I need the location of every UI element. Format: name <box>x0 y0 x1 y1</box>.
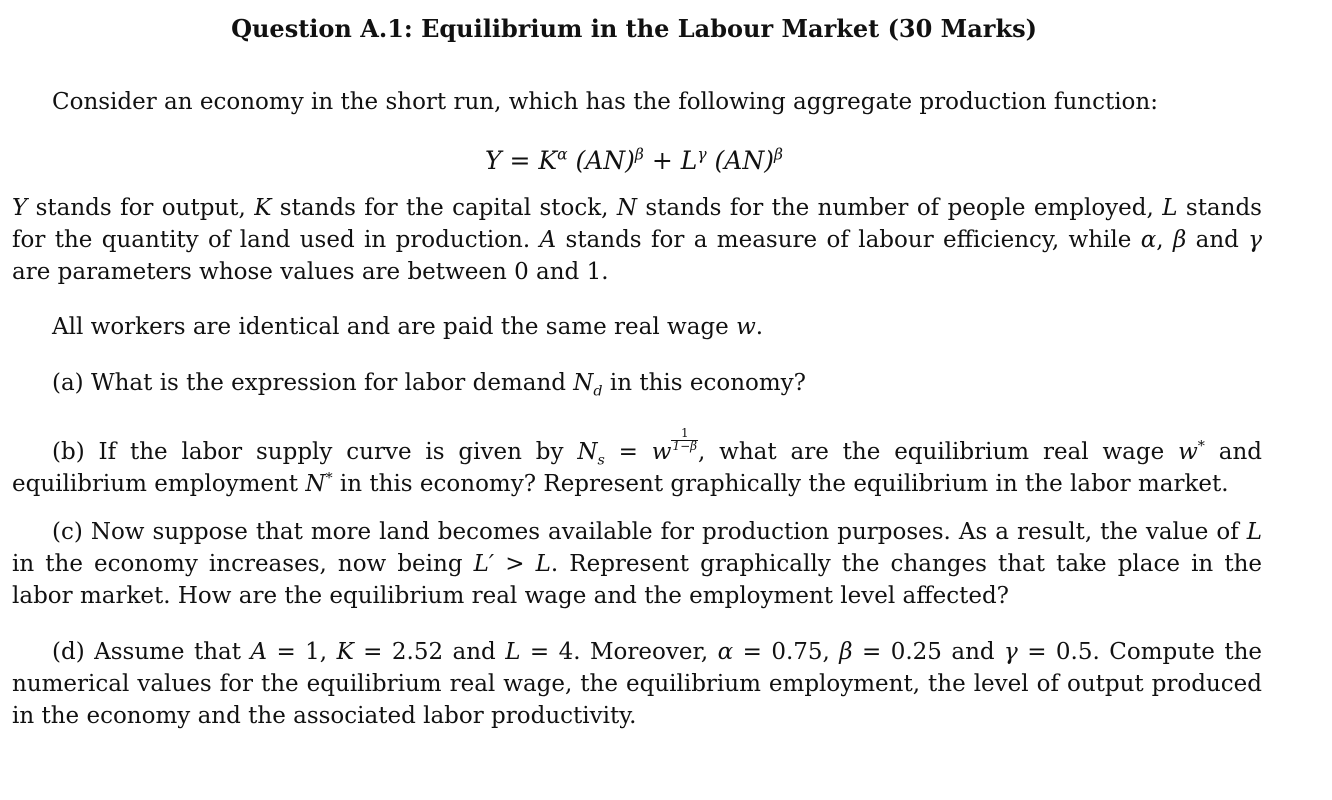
part-d-value-4: = 0.75, <box>733 639 840 665</box>
part-d-text-1: (d) Assume that <box>52 639 251 665</box>
formula-gamma: γ <box>697 145 707 164</box>
workers-paragraph <box>12 311 1262 343</box>
def-k: K <box>254 195 272 221</box>
part-b-text-3: and equilibrium employment <box>12 438 1262 497</box>
def-alpha: α <box>1140 227 1157 253</box>
definitions-paragraph <box>12 192 1262 288</box>
part-a-paragraph <box>12 367 1262 399</box>
part-d-alpha: α <box>717 639 734 665</box>
part-d-value-3: = 4. Moreover, <box>520 639 718 665</box>
part-b-w-star: w <box>1178 438 1198 465</box>
part-d-value-1: = 1, <box>267 639 337 665</box>
def-text-4: stands for the quantity of land used in production. <box>12 195 1262 253</box>
question-title: Question A.1: Equilibrium in the Labour Market (30 Marks) <box>231 14 1037 43</box>
part-d-paragraph <box>12 636 1262 732</box>
part-b-text-4: in this economy? Represent graphically the equilibrium in the labor market. <box>332 470 1229 497</box>
part-b-equals: = <box>604 438 652 465</box>
part-d-value-5: = 0.25 and <box>852 639 1005 665</box>
formula-l: L <box>680 146 698 175</box>
formula-equals: = <box>501 146 539 175</box>
formula-an-2: (AN) <box>706 146 774 175</box>
part-a-n: N <box>573 370 594 396</box>
def-text-1: stands for output, <box>27 195 255 221</box>
def-text-5: stands for a measure of labour efficiency, while <box>556 227 1141 253</box>
formula-plus: + <box>643 146 681 175</box>
workers-text: All workers are identical and are paid the same real wage <box>52 314 737 340</box>
part-d-value-6: = 0.5. <box>1017 639 1100 665</box>
workers-end: . <box>755 314 764 340</box>
part-b-exponent-denominator: 1−β <box>672 438 698 453</box>
def-gamma: γ <box>1248 227 1262 253</box>
def-text-3: stands for the number of people employed, <box>636 195 1163 221</box>
part-a-sub-d: d <box>593 383 603 400</box>
part-b-exponent-numerator: 1 <box>671 428 698 441</box>
intro-paragraph: Consider an economy in the short run, which has the following aggregate production function: <box>52 89 1158 115</box>
part-d-l: L <box>505 639 521 665</box>
production-function-formula <box>0 144 1268 178</box>
part-b-star-2: * <box>325 470 333 487</box>
part-b-n-star: N <box>305 470 326 497</box>
part-d-beta: β <box>839 639 853 665</box>
part-c-text-2: in the economy increases, now being <box>12 551 474 577</box>
part-d-a: A <box>250 639 268 665</box>
formula-beta-2: β <box>774 145 783 164</box>
part-b-exponent-fraction <box>671 428 698 453</box>
part-c-l-prime: L′ > L <box>473 551 551 577</box>
part-b-sub-s: s <box>597 452 605 469</box>
def-a: A <box>539 227 557 253</box>
def-beta: β <box>1172 227 1187 253</box>
part-d-value-2: = 2.52 and <box>353 639 506 665</box>
def-n: N <box>616 195 637 221</box>
def-l: L <box>1162 195 1178 221</box>
formula-beta-1: β <box>634 145 644 164</box>
part-d-k: K <box>336 639 354 665</box>
def-text-2: stands for the capital stock, <box>271 195 617 221</box>
part-a-end: in this economy? <box>602 370 806 396</box>
part-b-paragraph <box>12 428 1262 500</box>
formula-alpha: α <box>557 145 568 164</box>
part-b-n: N <box>577 438 598 465</box>
part-c-text-1: (c) Now suppose that more land becomes available for production purposes. As a result, the value of <box>52 519 1247 545</box>
def-text-7: are parameters whose values are between 0 and 1. <box>12 259 609 285</box>
formula-k: K <box>538 146 558 175</box>
workers-w: w <box>736 314 756 340</box>
def-text-6: and <box>1186 227 1249 253</box>
part-b-text-1: (b) If the labor supply curve is given by <box>52 438 578 465</box>
part-d-text-2: Compute the numerical values for the equilibrium real wage, the equilibrium employment, the level of output produced in the economy and the associated labor productivity. <box>12 639 1262 729</box>
part-c-paragraph <box>12 516 1262 612</box>
part-c-l: L <box>1246 519 1262 545</box>
part-c-text-3: . Represent graphically the changes that take place in the labor market. How are the equilibrium real wage and the employment level affected? <box>12 551 1262 609</box>
part-d-gamma: γ <box>1004 639 1018 665</box>
formula-an-1: (AN) <box>567 146 635 175</box>
def-y: Y <box>12 195 28 221</box>
part-b-star-1: * <box>1197 438 1205 455</box>
part-a-text: (a) What is the expression for labor demand <box>52 370 574 396</box>
def-comma: , <box>1156 227 1173 253</box>
formula-y: Y <box>485 146 502 175</box>
part-b-w: w <box>651 438 672 465</box>
part-b-text-2: , what are the equilibrium real wage <box>698 438 1179 465</box>
